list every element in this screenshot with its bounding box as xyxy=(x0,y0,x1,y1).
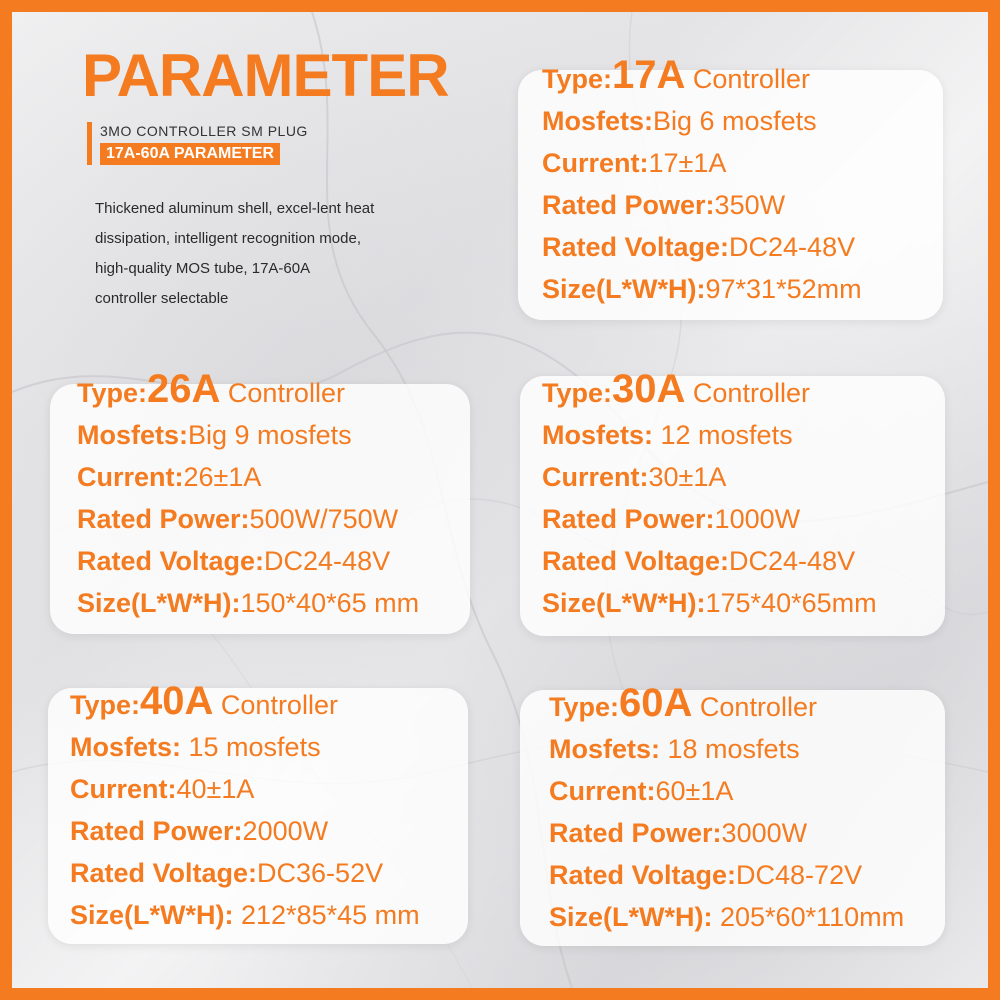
spec-type-row: Type:17A Controller xyxy=(542,53,810,97)
spec-card-60a xyxy=(520,681,945,946)
spec-card-17a xyxy=(518,53,943,320)
spec-size-row: Size(L*W*H):175*40*65mm xyxy=(542,588,877,618)
spec-size-row: Size(L*W*H):150*40*65 mm xyxy=(77,588,420,618)
spec-type-row: Type:26A Controller xyxy=(77,367,345,411)
spec-power-row: Rated Power:350W xyxy=(542,190,786,220)
spec-type-row: Type:30A Controller xyxy=(542,367,810,411)
spec-voltage-row: Rated Voltage:DC24-48V xyxy=(542,546,856,576)
spec-power-row: Rated Power:3000W xyxy=(549,818,808,848)
spec-size-row: Size(L*W*H): 212*85*45 mm xyxy=(70,900,420,930)
spec-mosfets-row: Mosfets: 18 mosfets xyxy=(549,734,800,764)
spec-voltage-row: Rated Voltage:DC48-72V xyxy=(549,860,863,890)
spec-mosfets-row: Mosfets: 15 mosfets xyxy=(70,732,321,762)
amp-rating: 17A xyxy=(612,53,686,97)
spec-voltage-row: Rated Voltage:DC24-48V xyxy=(77,546,391,576)
spec-voltage-row: Rated Voltage:DC24-48V xyxy=(542,232,856,262)
parameter-badge: 17A-60A PARAMETER xyxy=(100,143,280,165)
amp-rating: 26A xyxy=(147,367,221,411)
spec-type-row: Type:40A Controller xyxy=(70,679,338,723)
spec-power-row: Rated Power:500W/750W xyxy=(77,504,399,534)
spec-mosfets-row: Mosfets: 12 mosfets xyxy=(542,420,793,450)
spec-power-row: Rated Power:1000W xyxy=(542,504,801,534)
spec-mosfets-row: Mosfets:Big 9 mosfets xyxy=(77,420,352,450)
spec-current-row: Current:60±1A xyxy=(549,776,734,806)
spec-mosfets-row: Mosfets:Big 6 mosfets xyxy=(542,106,817,136)
subtitle-block xyxy=(87,122,308,165)
spec-size-row: Size(L*W*H): 205*60*110mm xyxy=(549,902,905,932)
product-description: Thickened aluminum shell, excel-lent heat dissipation, intelligent recognition mode, high-quality MOS tube, 17A-60A controller selectable xyxy=(95,200,375,307)
spec-current-row: Current:40±1A xyxy=(70,774,255,804)
amp-rating: 60A xyxy=(619,681,693,725)
spec-power-row: Rated Power:2000W xyxy=(70,816,329,846)
spec-current-row: Current:30±1A xyxy=(542,462,727,492)
spec-type-row: Type:60A Controller xyxy=(549,681,817,725)
spec-current-row: Current:17±1A xyxy=(542,148,727,178)
amp-rating: 40A xyxy=(140,679,214,723)
spec-card-40a xyxy=(48,679,468,944)
spec-voltage-row: Rated Voltage:DC36-52V xyxy=(70,858,384,888)
spec-size-row: Size(L*W*H):97*31*52mm xyxy=(542,274,862,304)
subtitle: 3MO CONTROLLER SM PLUG xyxy=(100,123,308,139)
amp-rating: 30A xyxy=(612,367,686,411)
spec-card-30a xyxy=(520,367,945,636)
spec-current-row: Current:26±1A xyxy=(77,462,262,492)
page-title: PARAMETER xyxy=(82,42,449,109)
spec-card-26a xyxy=(50,367,470,634)
